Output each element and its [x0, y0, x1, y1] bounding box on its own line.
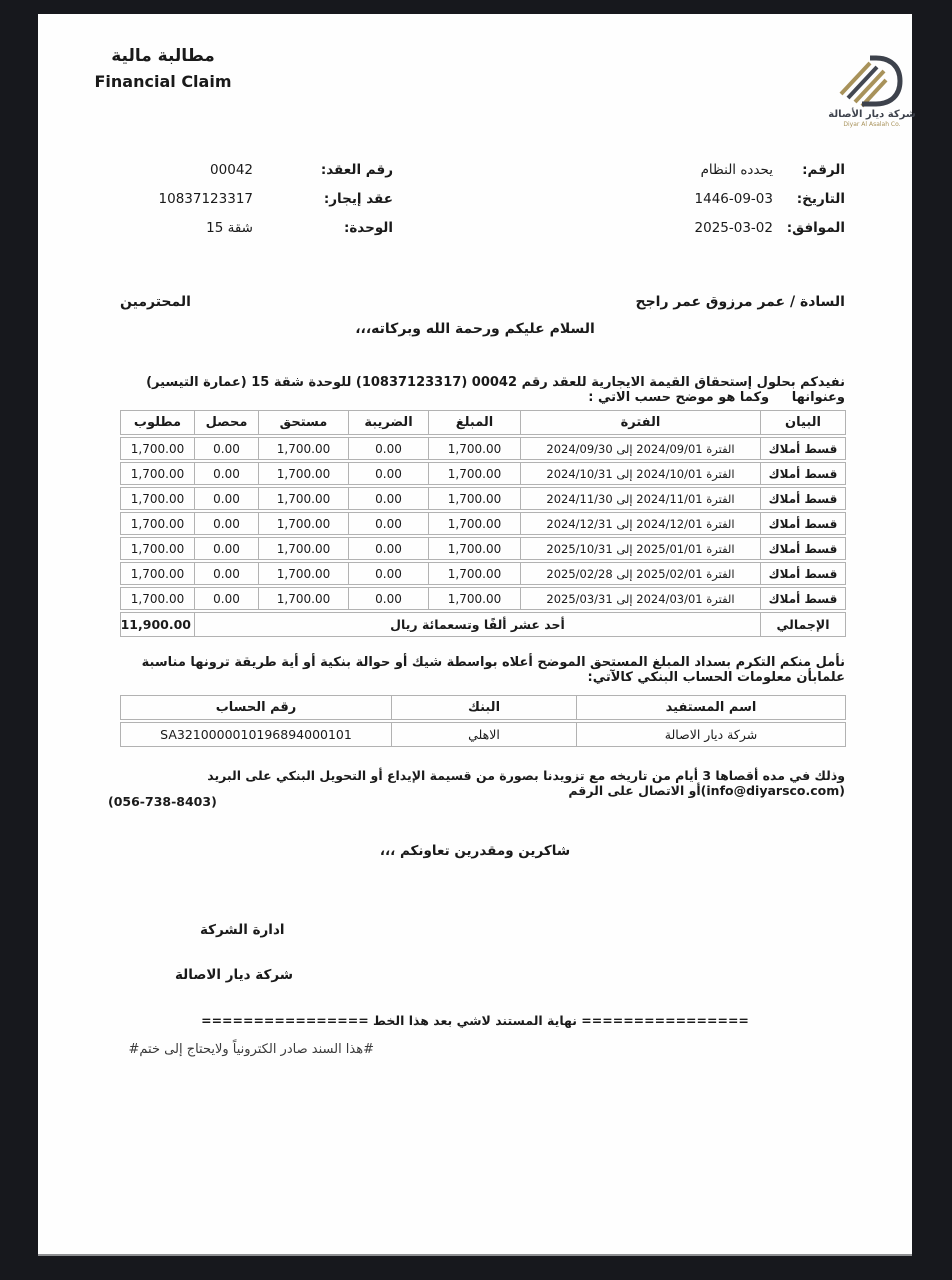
cell-tax: 0.00: [348, 537, 428, 560]
cell-desc: قسط أملاك: [760, 537, 846, 560]
cell-tax: 0.00: [348, 487, 428, 510]
cell-due: 1,700.00: [258, 587, 348, 610]
unit-value: شقة 15: [206, 220, 253, 236]
cell-amount: 1,700.00: [428, 587, 520, 610]
col-desc: البيان: [760, 410, 846, 435]
cell-required: 1,700.00: [120, 562, 194, 585]
cell-tax: 0.00: [348, 512, 428, 535]
col-account: رقم الحساب: [120, 695, 391, 720]
bank-data-row: [120, 722, 846, 747]
cell-amount: 1,700.00: [428, 462, 520, 485]
cell-desc: قسط أملاك: [760, 487, 846, 510]
cell-due: 1,700.00: [258, 537, 348, 560]
meta-fields-right: [560, 162, 845, 236]
col-required: مطلوب: [120, 410, 194, 435]
greeting-line: السلام عليكم ورحمة الله وبركاته،،،: [355, 321, 595, 337]
document-title-arabic: مطالبة مالية: [111, 46, 215, 66]
document-title-block: [63, 46, 263, 91]
bank-header-row: [120, 695, 846, 720]
claim-row: [120, 512, 846, 535]
cell-amount: 1,700.00: [428, 437, 520, 460]
meta-fields-left: [108, 162, 393, 236]
total-label: الإجمالي: [760, 612, 846, 637]
cell-amount: 1,700.00: [428, 487, 520, 510]
cell-period: الفترة 2024/11/01 إلى 2024/11/30: [520, 487, 760, 510]
document-title-english: Financial Claim: [94, 72, 232, 91]
cell-tax: 0.00: [348, 462, 428, 485]
recipient-name: السادة / عمر مرزوق عمر راجح: [635, 294, 845, 310]
intro-part2: للوحدة: [308, 375, 352, 390]
signature-department: ادارة الشركة: [200, 922, 285, 938]
followup-pre: وذلك في مده أقصاها 3 أيام من تاريخه مع تزويدنا بصورة من قسيمة الإيداع أو التحويل البنكي على البريد: [207, 768, 845, 783]
cell-required: 1,700.00: [120, 512, 194, 535]
intro-lease-number: (10837123317): [355, 375, 468, 390]
cell-amount: 1,700.00: [428, 512, 520, 535]
cell-collected: 0.00: [194, 587, 258, 610]
beneficiary-name: شركة ديار الاصالة: [576, 722, 846, 747]
recipient-honorific: المحترمين: [120, 294, 191, 310]
cell-collected: 0.00: [194, 512, 258, 535]
col-beneficiary: اسم المستفيد: [576, 695, 846, 720]
cell-desc: قسط أملاك: [760, 512, 846, 535]
cell-required: 1,700.00: [120, 587, 194, 610]
contact-email: (info@diyarsco.com): [700, 783, 845, 798]
intro-part3: وعنوانها وكما هو موضح حسب الاتي :: [588, 390, 845, 405]
lease-contract-value: 10837123317: [158, 191, 253, 207]
signature-company: شركة ديار الاصالة: [175, 967, 293, 983]
cell-period: الفترة 2025/02/01 إلى 2025/02/28: [520, 562, 760, 585]
cell-required: 1,700.00: [120, 462, 194, 485]
cell-collected: 0.00: [194, 462, 258, 485]
cell-desc: قسط أملاك: [760, 587, 846, 610]
cell-collected: 0.00: [194, 487, 258, 510]
cell-due: 1,700.00: [258, 437, 348, 460]
cell-period: الفترة 2024/03/01 إلى 2025/03/31: [520, 587, 760, 610]
claim-row: [120, 462, 846, 485]
cell-tax: 0.00: [348, 437, 428, 460]
cell-tax: 0.00: [348, 562, 428, 585]
cell-period: الفترة 2024/10/01 إلى 2024/10/31: [520, 462, 760, 485]
claims-total-row: [120, 612, 846, 637]
total-in-words: أحد عشر ألفًا وتسعمائة ريال: [194, 612, 760, 637]
cell-amount: 1,700.00: [428, 537, 520, 560]
document-page: [38, 14, 916, 1256]
cell-collected: 0.00: [194, 437, 258, 460]
col-tax: الضريبة: [348, 410, 428, 435]
hijri-date-value: 1446-09-03: [694, 191, 773, 207]
company-logo-icon: [826, 42, 918, 134]
cell-period: الفترة 2024/12/01 إلى 2024/12/31: [520, 512, 760, 535]
cell-due: 1,700.00: [258, 487, 348, 510]
gregorian-date-value: 2025-03-02: [694, 220, 773, 236]
cell-required: 1,700.00: [120, 487, 194, 510]
total-amount: 11,900.00: [120, 612, 194, 637]
end-of-document-line: ================ نهاية المستند لاشي بعد هذا الخط ================: [201, 1013, 749, 1028]
col-collected: محصل: [194, 410, 258, 435]
thanks-line: شاكرين ومقدرين تعاونكم ،،،: [379, 843, 571, 859]
claim-row: [120, 587, 846, 610]
cell-required: 1,700.00: [120, 437, 194, 460]
contract-number-value: 00042: [210, 162, 253, 178]
cell-tax: 0.00: [348, 587, 428, 610]
lease-contract-label: عقد إيجار:: [323, 191, 393, 207]
iban-number: SA3210000010196894000101: [120, 722, 391, 747]
claims-header-row: [120, 410, 846, 435]
intro-unit: شقة 15 (عمارة التيسير): [146, 375, 304, 390]
hijri-date-label: التاريخ:: [796, 191, 845, 207]
contact-phone: (056-738-8403): [108, 794, 217, 809]
claim-row: [120, 487, 846, 510]
cell-desc: قسط أملاك: [760, 462, 846, 485]
intro-paragraph: [96, 375, 845, 405]
cell-period: الفترة 2025/01/01 إلى 2025/10/31: [520, 537, 760, 560]
electronic-stamp-note: #هذا السند صادر الكترونياً ولايحتاج إلى ختم#: [128, 1042, 374, 1057]
contract-number-label: رقم العقد:: [320, 162, 393, 178]
cell-desc: قسط أملاك: [760, 562, 846, 585]
col-period: الفترة: [520, 410, 760, 435]
gregorian-date-label: الموافق:: [786, 220, 845, 236]
cell-desc: قسط أملاك: [760, 437, 846, 460]
cell-period: الفترة 2024/09/01 إلى 2024/09/30: [520, 437, 760, 460]
claim-row: [120, 537, 846, 560]
col-amount: المبلغ: [428, 410, 520, 435]
company-logo: [826, 42, 918, 134]
col-bank: البنك: [391, 695, 576, 720]
col-due: مستحق: [258, 410, 348, 435]
doc-number-value: يحدده النظام: [700, 162, 773, 178]
cell-collected: 0.00: [194, 562, 258, 585]
claims-table: [120, 408, 846, 639]
cell-required: 1,700.00: [120, 537, 194, 560]
bank-name: الاهلي: [391, 722, 576, 747]
doc-number-label: الرقم:: [802, 162, 845, 178]
cell-due: 1,700.00: [258, 512, 348, 535]
cell-due: 1,700.00: [258, 462, 348, 485]
claim-row: [120, 562, 846, 585]
payment-request-line: نأمل منكم التكرم بسداد المبلغ المستحق الموضح أعلاه بواسطة شيك أو حوالة بنكية أو أية طريقة ترونها مناسبة علمابأن معلومات الحساب البنكي كالآتي:: [141, 655, 845, 685]
bank-info-table: [120, 693, 846, 749]
followup-post: أو الاتصال على الرقم: [568, 783, 701, 798]
cell-collected: 0.00: [194, 537, 258, 560]
claim-row: [120, 437, 846, 460]
cell-due: 1,700.00: [258, 562, 348, 585]
intro-part1: نفيدكم بحلول إستحقاق القيمة الايجارية للعقد رقم: [521, 375, 845, 390]
logo-company-name-arabic: شركة ديار الأصالة: [828, 109, 916, 120]
cell-amount: 1,700.00: [428, 562, 520, 585]
unit-label: الوحدة:: [343, 220, 393, 236]
logo-company-name-english: Diyar Al Asalah Co.: [843, 121, 901, 128]
intro-contract-number: 00042: [471, 375, 518, 390]
